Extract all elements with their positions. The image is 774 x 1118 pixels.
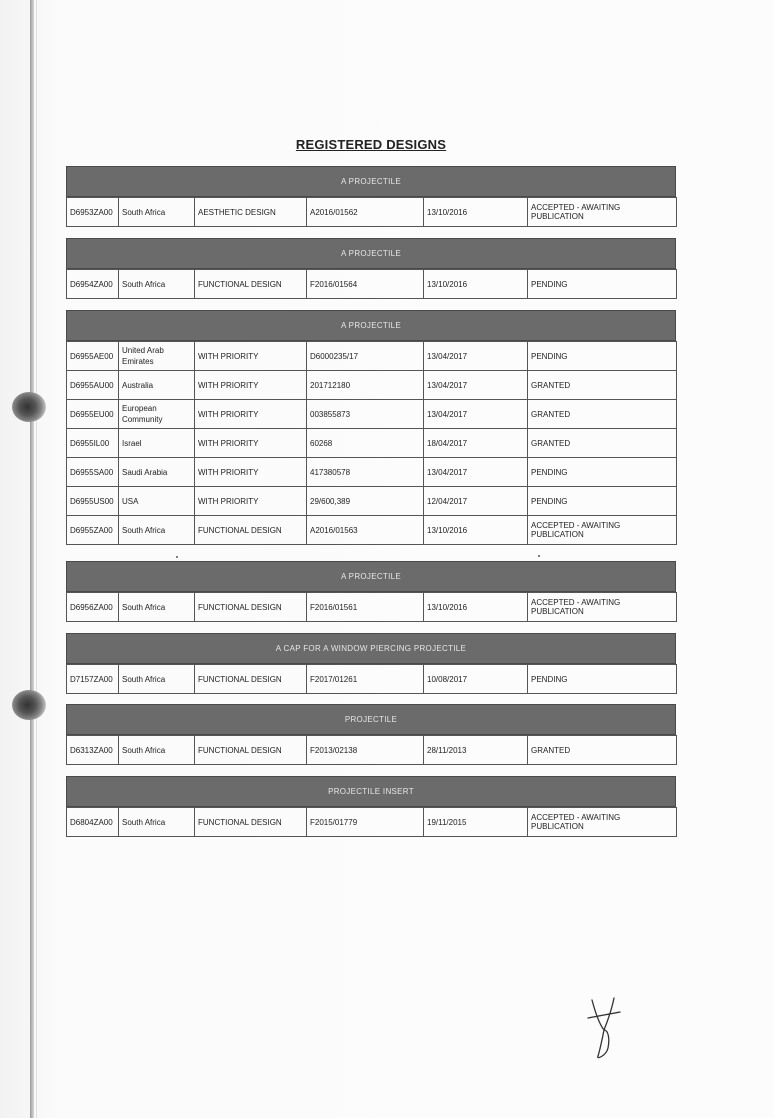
design-type-cell: FUNCTIONAL DESIGN — [195, 516, 307, 545]
table-row — [67, 808, 677, 837]
designs-table — [66, 341, 677, 545]
design-type-cell: WITH PRIORITY — [195, 342, 307, 371]
design-type-cell: AESTHETIC DESIGN — [195, 198, 307, 227]
design-type-cell: FUNCTIONAL DESIGN — [195, 736, 307, 765]
designs-table — [66, 592, 677, 622]
table-row — [67, 736, 677, 765]
design-number-cell: D6954ZA00 — [67, 270, 119, 299]
section-header: A PROJECTILE — [66, 166, 676, 197]
scan-speck — [176, 556, 178, 558]
country-cell: United Arab Emirates — [119, 342, 195, 371]
country-cell: Australia — [119, 371, 195, 400]
table-row — [67, 593, 677, 622]
design-number-cell: D7157ZA00 — [67, 665, 119, 694]
application-number-cell: 417380578 — [307, 458, 424, 487]
design-section — [66, 776, 676, 837]
design-type-cell: WITH PRIORITY — [195, 429, 307, 458]
application-number-cell: 29/600,389 — [307, 487, 424, 516]
filing-date-cell: 13/04/2017 — [424, 458, 528, 487]
filing-date-cell: 28/11/2013 — [424, 736, 528, 765]
status-cell: ACCEPTED - AWAITING PUBLICATION — [528, 198, 677, 227]
designs-table — [66, 197, 677, 227]
table-row — [67, 487, 677, 516]
punch-hole-bottom — [12, 690, 46, 720]
application-number-cell: F2017/01261 — [307, 665, 424, 694]
binding-edge — [30, 0, 34, 1118]
table-row — [67, 342, 677, 371]
country-cell: South Africa — [119, 736, 195, 765]
design-section — [66, 633, 676, 694]
design-section — [66, 561, 676, 622]
application-number-cell: 003855873 — [307, 400, 424, 429]
filing-date-cell: 13/04/2017 — [424, 342, 528, 371]
scan-speck — [538, 555, 540, 557]
status-cell: PENDING — [528, 342, 677, 371]
binding-edge-shadow — [36, 0, 37, 1118]
section-header: A PROJECTILE — [66, 561, 676, 592]
section-header: A PROJECTILE — [66, 238, 676, 269]
filing-date-cell: 13/04/2017 — [424, 371, 528, 400]
punch-hole-top — [12, 392, 46, 422]
country-cell: South Africa — [119, 270, 195, 299]
design-number-cell: D6955US00 — [67, 487, 119, 516]
application-number-cell: 60268 — [307, 429, 424, 458]
design-type-cell: WITH PRIORITY — [195, 458, 307, 487]
status-cell: GRANTED — [528, 371, 677, 400]
status-cell: ACCEPTED - AWAITING PUBLICATION — [528, 516, 677, 545]
application-number-cell: D6000235/17 — [307, 342, 424, 371]
table-row — [67, 458, 677, 487]
country-cell: Israel — [119, 429, 195, 458]
application-number-cell: A2016/01563 — [307, 516, 424, 545]
country-cell: South Africa — [119, 593, 195, 622]
filing-date-cell: 13/10/2016 — [424, 516, 528, 545]
design-number-cell: D6955ZA00 — [67, 516, 119, 545]
status-cell: PENDING — [528, 665, 677, 694]
status-cell: GRANTED — [528, 736, 677, 765]
application-number-cell: F2015/01779 — [307, 808, 424, 837]
design-number-cell: D6955AE00 — [67, 342, 119, 371]
design-number-cell: D6956ZA00 — [67, 593, 119, 622]
country-cell: South Africa — [119, 665, 195, 694]
designs-table — [66, 269, 677, 299]
section-header: A PROJECTILE — [66, 310, 676, 341]
table-row — [67, 198, 677, 227]
design-section — [66, 166, 676, 227]
application-number-cell: F2013/02138 — [307, 736, 424, 765]
filing-date-cell: 18/04/2017 — [424, 429, 528, 458]
status-cell: PENDING — [528, 487, 677, 516]
filing-date-cell: 13/10/2016 — [424, 198, 528, 227]
design-number-cell: D6313ZA00 — [67, 736, 119, 765]
country-cell: European Community — [119, 400, 195, 429]
status-cell: ACCEPTED - AWAITING PUBLICATION — [528, 808, 677, 837]
table-row — [67, 665, 677, 694]
design-number-cell: D6953ZA00 — [67, 198, 119, 227]
status-cell: GRANTED — [528, 400, 677, 429]
table-row — [67, 400, 677, 429]
design-type-cell: FUNCTIONAL DESIGN — [195, 270, 307, 299]
table-row — [67, 371, 677, 400]
country-cell: USA — [119, 487, 195, 516]
design-section — [66, 310, 676, 545]
design-type-cell: FUNCTIONAL DESIGN — [195, 593, 307, 622]
application-number-cell: 201712180 — [307, 371, 424, 400]
application-number-cell: F2016/01561 — [307, 593, 424, 622]
design-number-cell: D6955IL00 — [67, 429, 119, 458]
design-type-cell: WITH PRIORITY — [195, 487, 307, 516]
filing-date-cell: 12/04/2017 — [424, 487, 528, 516]
status-cell: PENDING — [528, 458, 677, 487]
country-cell: Saudi Arabia — [119, 458, 195, 487]
handwritten-signature — [584, 990, 624, 1060]
design-number-cell: D6955AU00 — [67, 371, 119, 400]
filing-date-cell: 19/11/2015 — [424, 808, 528, 837]
country-cell: South Africa — [119, 516, 195, 545]
table-row — [67, 270, 677, 299]
filing-date-cell: 13/10/2016 — [424, 593, 528, 622]
status-cell: GRANTED — [528, 429, 677, 458]
page-title: REGISTERED DESIGNS — [295, 137, 447, 152]
application-number-cell: F2016/01564 — [307, 270, 424, 299]
filing-date-cell: 13/10/2016 — [424, 270, 528, 299]
design-number-cell: D6804ZA00 — [67, 808, 119, 837]
design-number-cell: D6955EU00 — [67, 400, 119, 429]
design-section — [66, 238, 676, 299]
filing-date-cell: 10/08/2017 — [424, 665, 528, 694]
status-cell: ACCEPTED - AWAITING PUBLICATION — [528, 593, 677, 622]
design-type-cell: WITH PRIORITY — [195, 371, 307, 400]
designs-table — [66, 807, 677, 837]
design-type-cell: FUNCTIONAL DESIGN — [195, 808, 307, 837]
status-cell: PENDING — [528, 270, 677, 299]
design-number-cell: D6955SA00 — [67, 458, 119, 487]
design-type-cell: FUNCTIONAL DESIGN — [195, 665, 307, 694]
designs-table — [66, 664, 677, 694]
application-number-cell: A2016/01562 — [307, 198, 424, 227]
country-cell: South Africa — [119, 808, 195, 837]
design-type-cell: WITH PRIORITY — [195, 400, 307, 429]
section-header: PROJECTILE INSERT — [66, 776, 676, 807]
design-section — [66, 704, 676, 765]
section-header: A CAP FOR A WINDOW PIERCING PROJECTILE — [66, 633, 676, 664]
country-cell: South Africa — [119, 198, 195, 227]
table-row — [67, 516, 677, 545]
designs-table — [66, 735, 677, 765]
filing-date-cell: 13/04/2017 — [424, 400, 528, 429]
table-row — [67, 429, 677, 458]
section-header: PROJECTILE — [66, 704, 676, 735]
